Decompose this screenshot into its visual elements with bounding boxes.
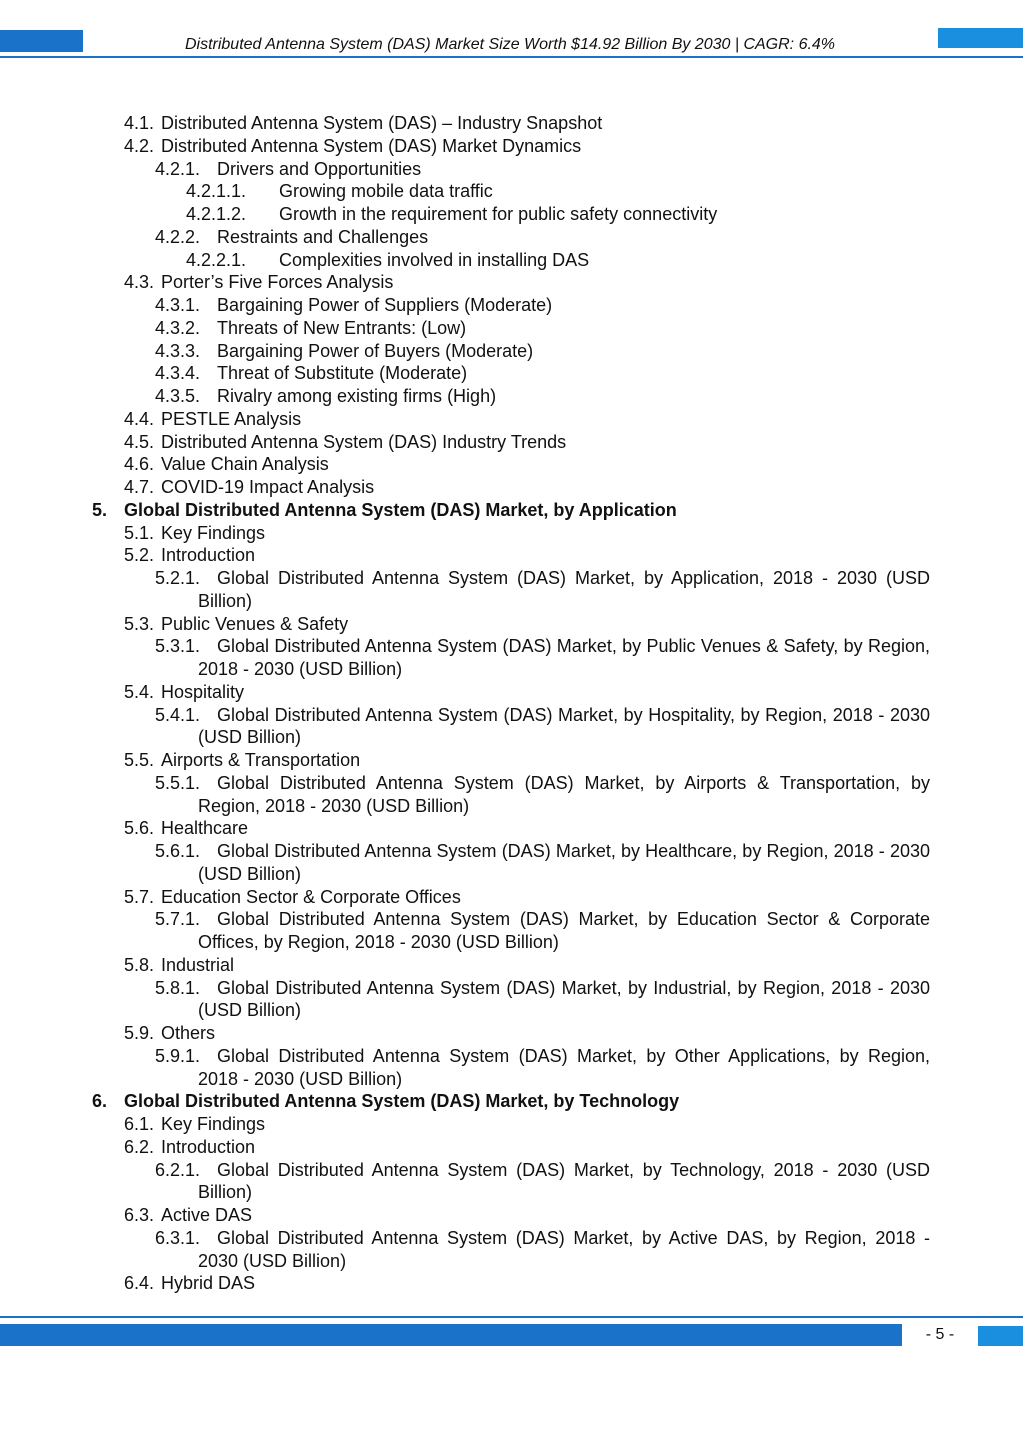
toc-entry-number: 5.8. [124, 954, 155, 975]
toc-entry [0, 1022, 1023, 1045]
toc-entry-title: Global Distributed Antenna System (DAS) Market, by Other Applications, by Region, 2018 - 2030 (USD Billion) [198, 1045, 930, 1089]
toc-entry-title: Global Distributed Antenna System (DAS) Market, by Airports & Transportation, by Region, 2018 - 2030 (USD Billion) [198, 772, 930, 816]
toc-entry-title: Healthcare [161, 818, 249, 839]
toc-entry [0, 635, 1023, 681]
toc-entry [0, 544, 1023, 567]
header-accent-left [0, 30, 83, 52]
toc-entry [0, 1159, 1023, 1205]
toc-entry [0, 1136, 1023, 1159]
toc-entry-number: 4.2.2. [155, 226, 201, 247]
toc-entry-title: Airports & Transportation [161, 750, 361, 770]
toc-entry-number: 4.2.1. [155, 158, 201, 179]
toc-entry [0, 431, 1023, 454]
toc-entry-title: Global Distributed Antenna System (DAS) Market, by Technology, 2018 - 2030 (USD Billion) [198, 1159, 930, 1203]
toc-entry-title: Industrial [161, 954, 235, 975]
toc-entry-title: Education Sector & Corporate Offices [161, 886, 461, 907]
toc-entry [0, 886, 1023, 909]
toc-entry-number: 5.4.1. [155, 704, 201, 725]
toc-entry [0, 408, 1023, 431]
toc-entry-number: 6.1. [124, 1114, 155, 1134]
toc-entry-title: Hybrid DAS [161, 1273, 256, 1294]
toc-entry-title: Global Distributed Antenna System (DAS) Market, by Healthcare, by Region, 2018 - 2030 (USD Billion) [198, 841, 930, 884]
toc-entry-number: 4.2.1.2. [186, 204, 247, 224]
toc-entry [0, 1227, 1023, 1273]
toc-entry-number: 5.3. [124, 613, 155, 634]
toc-entry [0, 681, 1023, 704]
toc-entry-number: 4.1. [124, 113, 155, 133]
toc-entry-number: 6.3.1. [155, 1227, 201, 1248]
toc-entry [0, 954, 1023, 977]
toc-entry-title: Global Distributed Antenna System (DAS) Market, by Technology [124, 1091, 680, 1112]
toc-entry [0, 499, 1023, 522]
toc-entry [0, 271, 1023, 294]
toc-entry-number: 5.2. [124, 545, 155, 566]
toc-entry-title: Global Distributed Antenna System (DAS) Market, by Active DAS, by Region, 2018 - 2030 (USD Billion) [198, 1227, 930, 1271]
toc-entry-number: 5.5. [124, 750, 155, 770]
toc-entry-number: 5.8.1. [155, 977, 201, 998]
toc-entry [0, 613, 1023, 636]
toc-entry [0, 1090, 1023, 1113]
toc-entry-number: 5.1. [124, 522, 155, 543]
toc-entry [0, 1045, 1023, 1091]
toc-entry [0, 112, 1023, 135]
toc-entry-title: Threats of New Entrants: (Low) [217, 317, 467, 338]
toc-entry-number: 4.5. [124, 431, 155, 452]
toc-entry-title: Restraints and Challenges [217, 226, 429, 247]
toc-entry-number: 5.9. [124, 1023, 155, 1043]
toc-entry-title: Global Distributed Antenna System (DAS) Market, by Hospitality, by Region, 2018 - 2030 (USD Billion) [198, 704, 930, 748]
toc-entry-number: 4.3.2. [155, 317, 201, 338]
toc-entry-number: 5.7.1. [155, 909, 201, 930]
toc-entry [0, 135, 1023, 158]
toc-entry [0, 249, 1023, 272]
toc-entry-number: 6.4. [124, 1273, 155, 1294]
toc-entry [0, 203, 1023, 226]
toc-entry-number: 4.3.3. [155, 340, 201, 361]
toc-entry-title: Global Distributed Antenna System (DAS) Market, by Application [124, 499, 677, 520]
toc-entry-number: 4.3.5. [155, 386, 201, 406]
toc-entry-number: 5.4. [124, 681, 155, 702]
toc-entry-title: Threat of Substitute (Moderate) [217, 363, 468, 384]
toc-entry-title: COVID-19 Impact Analysis [161, 477, 375, 497]
toc-entry [0, 476, 1023, 499]
toc-entry-title: Introduction [161, 1136, 256, 1157]
toc-entry-number: 4.2. [124, 135, 155, 156]
toc-entry-title: Complexities involved in installing DAS [279, 249, 590, 270]
header-accent-right [938, 28, 1023, 48]
header-rule [0, 56, 1023, 58]
toc-entry-number: 4.2.2.1. [186, 249, 247, 270]
toc-entry-title: Others [161, 1023, 216, 1043]
toc-entry-number: 5.3.1. [155, 636, 201, 657]
toc-entry-title: Distributed Antenna System (DAS) Industry Trends [161, 431, 567, 452]
toc-entry [0, 317, 1023, 340]
toc-entry [0, 294, 1023, 317]
toc-entry-number: 6.2.1. [155, 1159, 201, 1180]
toc-entry [0, 158, 1023, 181]
toc-entry-number: 6. [92, 1091, 108, 1112]
toc-entry-number: 4.3.4. [155, 363, 201, 384]
toc-entry-title: Public Venues & Safety [161, 613, 349, 634]
toc-entry-number: 6.2. [124, 1136, 155, 1157]
toc-entry-number: 4.3.1. [155, 295, 201, 315]
toc-entry-title: Growth in the requirement for public safety connectivity [279, 204, 718, 224]
toc-entry-title: Bargaining Power of Suppliers (Moderate) [217, 295, 553, 315]
toc-entry-title: Global Distributed Antenna System (DAS) Market, by Education Sector & Corporate Offices, by Region, 2018 - 2030 (USD Billion) [198, 909, 930, 952]
toc-entry [0, 817, 1023, 840]
toc-entry-title: PESTLE Analysis [161, 408, 302, 429]
toc-entry [0, 226, 1023, 249]
header-title: Distributed Antenna System (DAS) Market Size Worth $14.92 Billion By 2030 | CAGR: 6.4% [184, 36, 836, 53]
toc-entry [0, 453, 1023, 476]
toc-entry-number: 5. [92, 499, 108, 520]
toc-entry [0, 704, 1023, 750]
toc-entry-number: 5.5.1. [155, 772, 201, 793]
toc-entry-number: 5.6. [124, 818, 155, 839]
toc-entry-title: Distributed Antenna System (DAS) – Industry Snapshot [161, 113, 603, 133]
toc-entry-title: Drivers and Opportunities [217, 158, 422, 179]
toc-entry-title: Growing mobile data traffic [279, 181, 493, 202]
toc-entry [0, 772, 1023, 818]
toc-entry [0, 362, 1023, 385]
toc-entry [0, 1204, 1023, 1227]
toc-entry-number: 5.9.1. [155, 1045, 201, 1066]
toc-entry-number: 4.3. [124, 272, 155, 293]
toc-entry [0, 180, 1023, 203]
footer-accent-right [978, 1326, 1023, 1346]
toc-entry [0, 522, 1023, 545]
toc-entry-number: 4.4. [124, 408, 155, 429]
toc-entry-title: Key Findings [161, 522, 266, 543]
page-number: - 5 - [925, 1326, 955, 1343]
toc-entry [0, 1113, 1023, 1136]
toc-entry-title: Porter’s Five Forces Analysis [161, 272, 394, 293]
toc-entry [0, 977, 1023, 1023]
toc-entry-title: Global Distributed Antenna System (DAS) Market, by Industrial, by Region, 2018 - 2030 (USD Billion) [198, 977, 930, 1021]
toc-entry-number: 6.3. [124, 1205, 155, 1225]
footer-rule [0, 1316, 1023, 1318]
toc-entry-number: 4.6. [124, 454, 155, 475]
toc-entry-number: 5.6.1. [155, 841, 201, 861]
toc-entry-title: Bargaining Power of Buyers (Moderate) [217, 340, 534, 361]
toc-entry [0, 567, 1023, 613]
toc-entry-title: Introduction [161, 545, 256, 566]
toc-entry-number: 4.2.1.1. [186, 181, 247, 202]
toc-entry-title: Key Findings [161, 1114, 266, 1134]
toc-entry-title: Distributed Antenna System (DAS) Market Dynamics [161, 135, 582, 156]
footer-bar [0, 1324, 902, 1346]
toc-entry [0, 1272, 1023, 1295]
toc-entry-number: 4.7. [124, 477, 155, 497]
toc-entry-title: Global Distributed Antenna System (DAS) Market, by Public Venues & Safety, by Region, 2018 - 2030 (USD Billion) [198, 636, 930, 679]
toc-entry [0, 908, 1023, 954]
toc-entry-title: Value Chain Analysis [161, 454, 329, 475]
toc-entry-title: Hospitality [161, 681, 245, 702]
toc-entry-title: Global Distributed Antenna System (DAS) Market, by Application, 2018 - 2030 (USD Billion) [198, 568, 930, 611]
toc-entry [0, 385, 1023, 408]
toc-entry-number: 5.7. [124, 886, 155, 907]
toc-entry [0, 840, 1023, 886]
toc-entry-title: Rivalry among existing firms (High) [217, 386, 497, 406]
toc-entry-title: Active DAS [161, 1205, 253, 1225]
toc-entry-number: 5.2.1. [155, 568, 201, 588]
toc-entry [0, 340, 1023, 363]
toc-entry [0, 749, 1023, 772]
table-of-contents [0, 112, 1023, 1295]
